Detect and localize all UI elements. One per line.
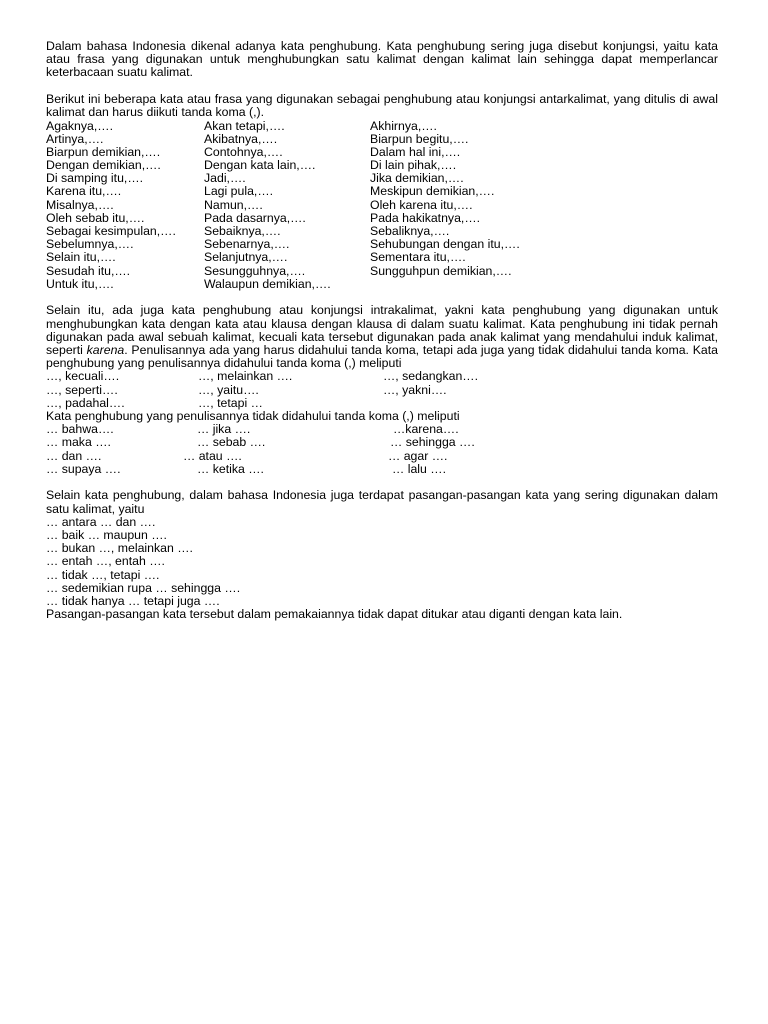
conjunction-item: Namun,…. [204,197,263,212]
conjunction-item: Akibatnya,…. [204,131,278,146]
conjunction-item: Misalnya,…. [46,197,114,212]
conjunction-item: Dalam hal ini,…. [370,144,461,159]
pasangan-item: … tidak …, tetapi …. [46,567,160,582]
conjunction-item: Selanjutnya,…. [204,250,288,265]
pasangan-item: … sedemikian rupa … sehingga …. [46,580,241,595]
pasangan-item: … entah …, entah …. [46,554,165,569]
antarkalimat-list [46,120,718,291]
intro-paragraph: Dalam bahasa Indonesia dikenal adanya kata penghubung. Kata penghubung sering juga disebut konjungsi, yaitu kata atau frasa yang digunakan untuk menghubungkan satu kalimat dengan kalimat lain sehingga dapat memperlancar keterbacaan suatu kalimat. [46,39,718,80]
conjunction-item: Sehubungan dengan itu,…. [370,237,520,252]
pasangan-item: … bukan …, melainkan …. [46,541,193,556]
tanpa-koma-intro: Kata penghubung yang penulisannya tidak didahului tanda koma (,) meliputi [46,409,460,424]
conjunction-item: …, yaitu…. [198,382,259,397]
conjunction-item: Di samping itu,…. [46,171,144,186]
conjunction-item: Sebaliknya,…. [370,224,450,239]
conjunction-item: …karena…. [393,422,459,437]
antarkalimat-row [46,199,718,212]
pasangan-item: … antara … dan …. [46,514,156,529]
conjunction-item: Agaknya,…. [46,118,113,133]
spacer [46,476,718,490]
spacer [46,291,718,305]
pasangan-intro: Selain kata penghubung, dalam bahasa Indonesia juga terdapat pasangan-pasangan kata yang sering digunakan dalam satu kalimat, yaitu [46,488,718,516]
conjunction-item: Pada dasarnya,…. [204,210,306,225]
conjunction-item: …, sedangkan…. [383,369,479,384]
antarkalimat-intro: Berikut ini beberapa kata atau frasa yang digunakan sebagai penghubung atau konjungsi antarkalimat, yang ditulis di awal kalimat dan harus diikuti tanda koma (,). [46,92,718,120]
conjunction-item: … agar …. [388,448,448,463]
conjunction-item: …, melainkan …. [198,369,293,384]
spacer [46,80,718,94]
antarkalimat-row [46,278,718,291]
conjunction-item: Jadi,…. [204,171,246,186]
closing-sentence: Pasangan-pasangan kata tersebut dalam pemakaiannya tidak dapat ditukar atau diganti dengan kata lain. [46,607,623,622]
conjunction-item: Sebelumnya,…. [46,237,134,252]
tanpa-koma-row [46,436,718,449]
koma-row [46,370,718,383]
pasangan-item: … tidak hanya … tetapi juga …. [46,594,220,608]
conjunction-item: Meskipun demikian,…. [370,184,495,199]
conjunction-item: Untuk itu,…. [46,276,114,291]
conjunction-item: … lalu …. [392,461,446,476]
conjunction-item: Sebaiknya,…. [204,224,281,239]
conjunction-item: … jika …. [197,422,251,437]
conjunction-item: Sungguhpun demikian,…. [370,263,512,278]
pasangan-item: … baik … maupun …. [46,528,167,543]
conjunction-item: …, seperti…. [46,382,118,397]
antarkalimat-row [46,251,718,264]
conjunction-item: Biarpun demikian,…. [46,144,161,159]
conjunction-item: Oleh karena itu,…. [370,197,473,212]
conjunction-item: Akhirnya,…. [370,118,437,133]
conjunction-item: Sesudah itu,…. [46,263,131,278]
intrakalimat-text-2: . Penulisannya ada yang harus didahului tanda koma, tetapi ada juga yang tidak didahului tanda koma. Kata penghubung yang penulisannya didahului tanda koma (,) meliputi [46,343,719,371]
conjunction-item: Sesungguhnya,…. [204,263,306,278]
conjunction-item: Oleh sebab itu,…. [46,210,145,225]
conjunction-item: Jika demikian,…. [370,171,464,186]
italic-example: karena [86,343,125,358]
conjunction-item: …, padahal…. [46,395,125,410]
koma-row [46,384,718,397]
conjunction-item: Sebenarnya,…. [204,237,290,252]
conjunction-item: … supaya …. [46,461,121,476]
antarkalimat-row [46,185,718,198]
antarkalimat-row [46,120,718,133]
conjunction-item: Contohnya,…. [204,144,283,159]
conjunction-item: …, tetapi … [198,395,263,410]
conjunction-item: Sebagai kesimpulan,…. [46,224,176,239]
tanpa-koma-list [46,423,718,476]
conjunction-item: Akan tetapi,…. [204,118,285,133]
conjunction-item: … bahwa…. [46,422,114,437]
koma-row [46,397,718,410]
conjunction-item: … sehingga …. [390,435,475,450]
antarkalimat-row [46,265,718,278]
intrakalimat-intro [46,304,718,370]
tanpa-koma-row [46,450,718,463]
conjunction-item: … ketika …. [197,461,264,476]
koma-list [46,370,718,410]
conjunction-item: Dengan demikian,…. [46,158,161,173]
conjunction-item: Walaupun demikian,…. [204,276,331,291]
conjunction-item: …, yakni…. [383,382,447,397]
conjunction-item: … maka …. [46,435,111,450]
document-page [46,40,718,621]
antarkalimat-row [46,133,718,146]
conjunction-item: Selain itu,…. [46,250,116,265]
conjunction-item: … dan …. [46,448,102,463]
conjunction-item: … atau …. [183,448,242,463]
conjunction-item: Di lain pihak,…. [370,158,457,173]
conjunction-item: Karena itu,…. [46,184,122,199]
conjunction-item: …, kecuali…. [46,369,120,384]
conjunction-item: … sebab …. [197,435,266,450]
conjunction-item: Dengan kata lain,…. [204,158,316,173]
tanpa-koma-row [46,423,718,436]
conjunction-item: Biarpun begitu,…. [370,131,469,146]
conjunction-item: Artinya,…. [46,131,104,146]
tanpa-koma-row [46,463,718,476]
intrakalimat-text-1: Selain itu, ada juga kata penghubung atau konjungsi intrakalimat, yakni kata penghubung yang digunakan untuk menghubungkan kata dengan kata atau klausa dengan klausa di dalam suatu kalimat. Kata penghubung ini tidak pernah digunakan pada awal sebuah kalimat, kecuali kata tersebut digunakan pada anak kalimat yang mendahului induk kalimat, seperti [46,303,718,358]
pasangan-list [46,516,718,608]
conjunction-item: Sementara itu,…. [370,250,466,265]
conjunction-item: Lagi pula,…. [204,184,274,199]
conjunction-item: Pada hakikatnya,…. [370,210,481,225]
